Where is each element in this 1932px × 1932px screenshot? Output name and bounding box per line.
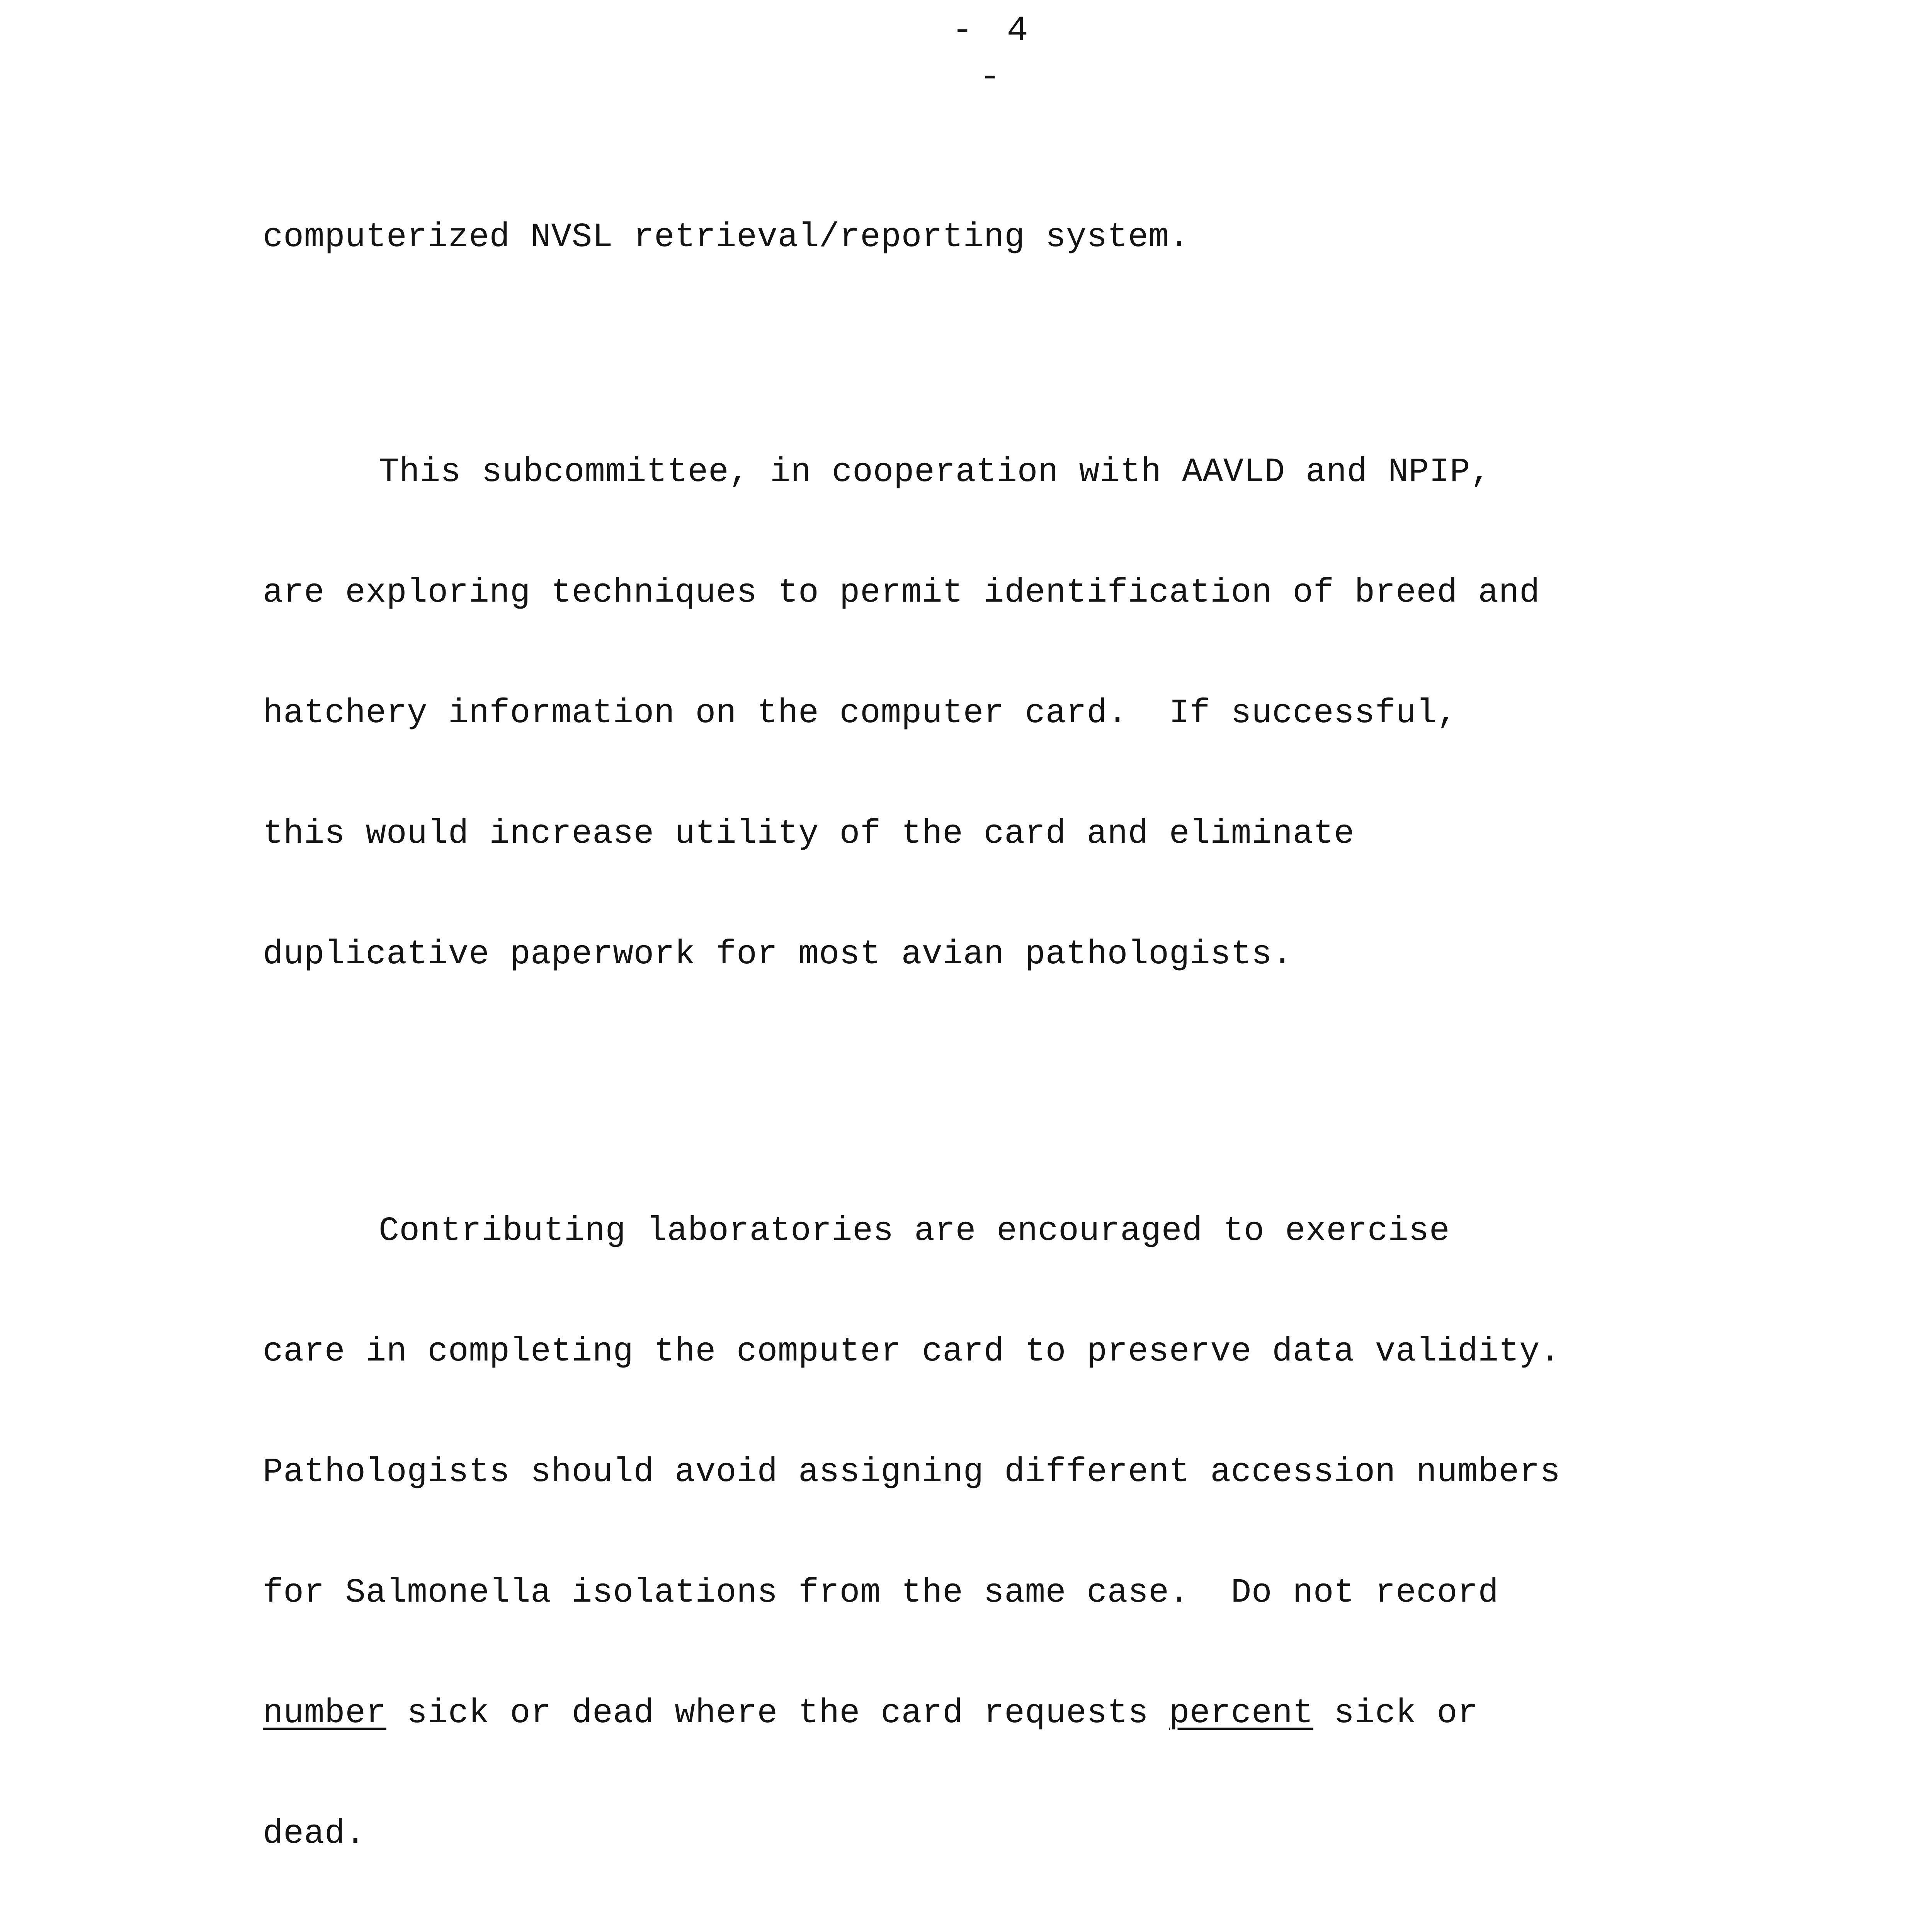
- text-line: this would increase utility of the card and eliminate: [263, 815, 1355, 853]
- text-fragment: sick or dead where the card requests: [386, 1694, 1169, 1733]
- document-body: [263, 137, 1924, 1932]
- text-line: dead.: [263, 1815, 366, 1853]
- text-line: hatchery information on the computer card. If successful,: [263, 694, 1458, 733]
- paragraph-contributing-labs: [263, 1131, 1924, 1932]
- paragraph-subcommittee: [263, 372, 1924, 1055]
- text-fragment: sick or: [1313, 1694, 1478, 1733]
- text-line: duplicative paperwork for most avian pathologists.: [263, 935, 1293, 974]
- underlined-word: percent: [1169, 1694, 1313, 1733]
- text-line: care in completing the computer card to preserve data validity.: [263, 1333, 1561, 1371]
- text-line: This subcommittee, in cooperation with AAVLD and NPIP,: [379, 453, 1491, 492]
- text-line: for Salmonella isolations from the same case. Do not record: [263, 1574, 1499, 1612]
- text-line: Contributing laboratories are encouraged to exercise: [379, 1212, 1450, 1250]
- text-line-underlined: [263, 1694, 1924, 1734]
- text-line: Pathologists should avoid assigning different accession numbers: [263, 1453, 1561, 1492]
- page-number: - 4 -: [952, 10, 1034, 97]
- text-line: are exploring techniques to permit identification of breed and: [263, 574, 1540, 612]
- underlined-word: number: [263, 1694, 386, 1733]
- text-line: computerized NVSL retrieval/reporting system.: [263, 218, 1190, 257]
- paragraph-continuation: [263, 137, 1924, 338]
